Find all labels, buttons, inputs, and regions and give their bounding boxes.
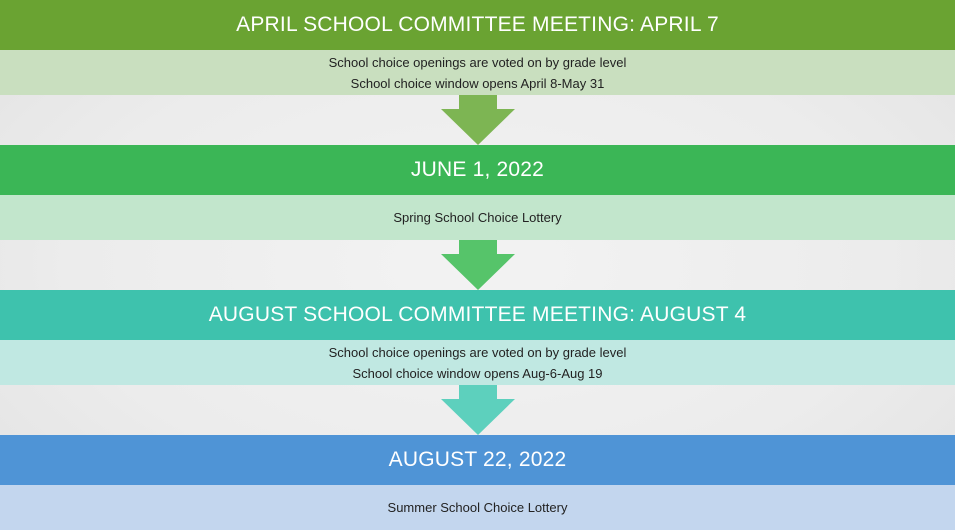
step-4-details	[0, 485, 955, 530]
down-arrow-icon	[441, 385, 515, 435]
step-3-line-1: School choice openings are voted on by grade level	[328, 344, 627, 360]
step-1-header: APRIL SCHOOL COMMITTEE MEETING: APRIL 7	[0, 0, 955, 50]
arrow-3-shape	[441, 385, 515, 435]
down-arrow-icon	[441, 95, 515, 145]
step-1-details	[0, 50, 955, 95]
step-4-header: AUGUST 22, 2022	[0, 435, 955, 485]
step-2-header: JUNE 1, 2022	[0, 145, 955, 195]
step-2-line-1: Spring School Choice Lottery	[393, 210, 562, 225]
arrow-1-shape	[441, 95, 515, 145]
step-1-line-1: School choice openings are voted on by grade level	[328, 54, 627, 70]
step-3-header: AUGUST SCHOOL COMMITTEE MEETING: AUGUST 4	[0, 290, 955, 340]
step-2-details	[0, 195, 955, 240]
step-3-line-2: School choice window opens Aug-6-Aug 19	[352, 365, 603, 381]
step-4-line-1: Summer School Choice Lottery	[387, 500, 568, 515]
step-1-line-2: School choice window opens April 8-May 31	[350, 75, 605, 91]
step-3-details	[0, 340, 955, 385]
down-arrow-icon	[441, 240, 515, 290]
arrow-2-shape	[441, 240, 515, 290]
